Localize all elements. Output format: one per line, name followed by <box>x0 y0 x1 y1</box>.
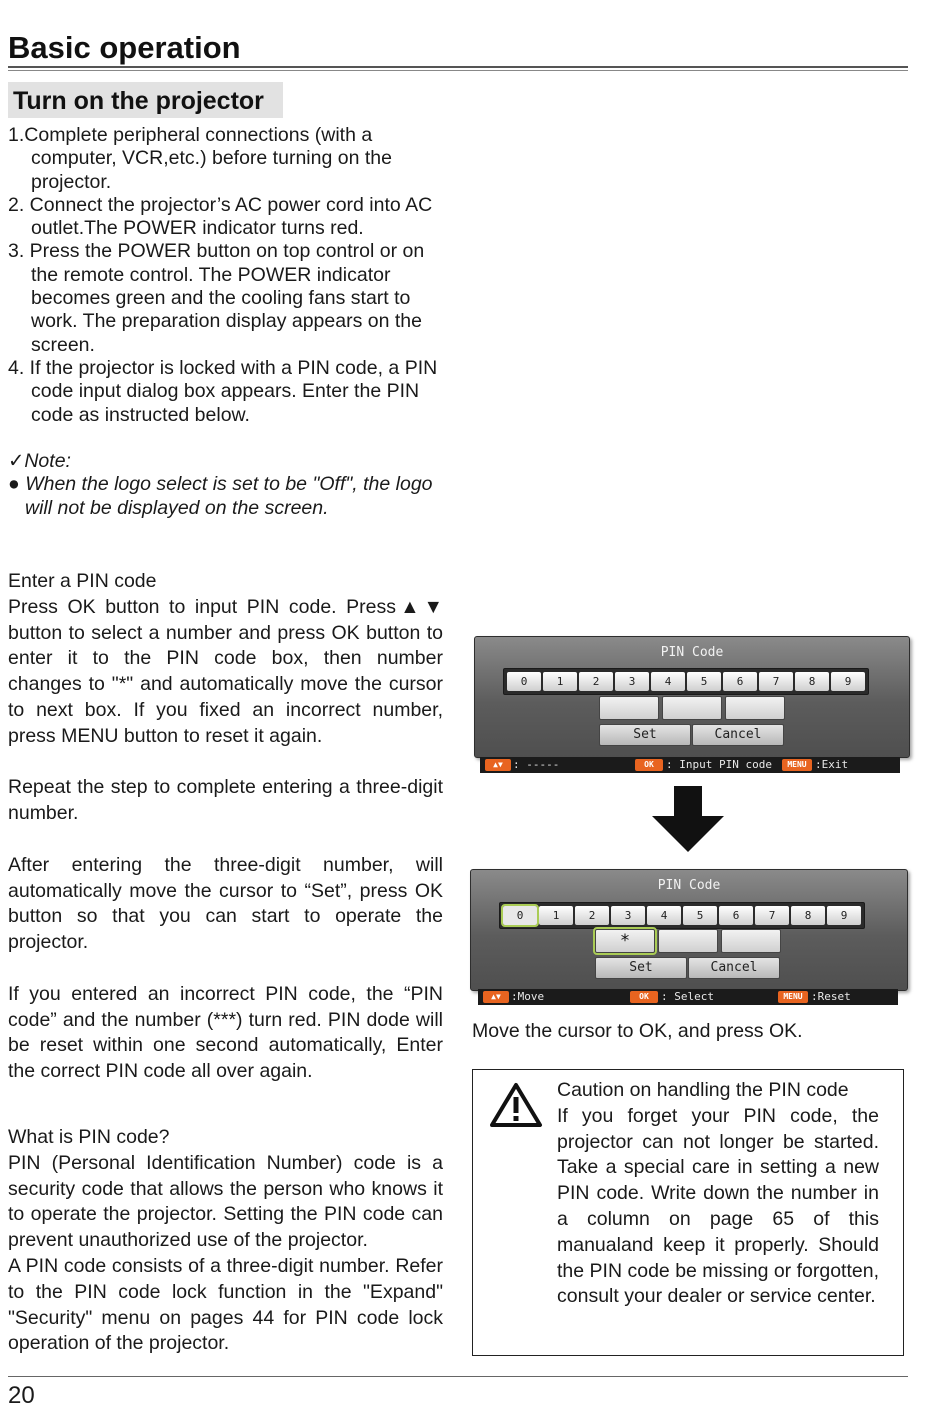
note-text: ● When the logo select is set to be "Off", the logo will not be displayed on the screen. <box>8 473 433 519</box>
digit-5[interactable]: 5 <box>687 672 721 691</box>
arrow-key-icon: ▲▼ <box>485 759 511 771</box>
section-heading-text: Turn on the projector <box>13 87 264 115</box>
step-4: 4. If the projector is locked with a PIN code, a PIN code input dialog box appears. Enter the PIN code as instructed below. <box>8 356 438 426</box>
pin-instructions <box>8 569 443 1085</box>
digit-selector <box>503 668 869 695</box>
digit-8[interactable]: 8 <box>791 906 825 925</box>
spacer <box>8 827 443 853</box>
set-button[interactable]: Set <box>599 724 691 746</box>
dialog-title: PIN Code <box>657 878 721 893</box>
checkmark-icon: ✓ <box>8 450 25 472</box>
digit-3[interactable]: 3 <box>611 906 645 925</box>
status-left: :Move <box>511 990 545 1003</box>
dialog-caption: Move the cursor to OK, and press OK. <box>472 1020 803 1042</box>
pin-box-2[interactable] <box>658 929 718 953</box>
digit-2[interactable]: 2 <box>575 906 609 925</box>
cancel-button[interactable]: Cancel <box>688 957 780 979</box>
pin-paragraph-1: Press OK button to input PIN code. Press▲▼ button to select a number and press OK button to enter it to the PIN code box, then number changes to "*" and automatically move the cursor to next box. If you fixed an incorrect number, press MENU button to reset it again. <box>8 595 443 747</box>
digit-7[interactable]: 7 <box>759 672 793 691</box>
digit-8[interactable]: 8 <box>795 672 829 691</box>
arrow-key-icon: ▲▼ <box>483 991 509 1003</box>
pin-dialog-entering <box>470 869 908 991</box>
note-block <box>8 450 448 520</box>
pin-dialog-initial <box>474 636 910 758</box>
digit-4[interactable]: 4 <box>647 906 681 925</box>
step-1: 1.Complete peripheral connections (with a computer, VCR,etc.) before turning on the projector. <box>8 124 392 193</box>
digit-9[interactable]: 9 <box>831 672 865 691</box>
ok-key-icon: OK <box>635 759 663 771</box>
pin-paragraph-3: After entering the three-digit number, will automatically move the cursor to “Set”, press OK button so that you can start to operate the projector. <box>8 853 443 954</box>
status-right: :Reset <box>811 990 851 1003</box>
pin-box-3[interactable] <box>721 929 781 953</box>
caution-body: If you forget your PIN code, the projector can not longer be started. Take a special care in setting a new PIN code. Write down the number in a column on page 65 of this manualand keep it properly. Should the PIN code be missing or forgotten, consult your dealer or service center. <box>557 1104 879 1308</box>
pin-paragraph-4: If you entered an incorrect PIN code, the “PIN code” and the number (***) turn red. PIN dode will be reset within one second automatically, Enter the correct PIN code all over again. <box>8 982 443 1083</box>
ok-key-icon: OK <box>630 991 658 1003</box>
what-heading: What is PIN code? <box>8 1126 170 1148</box>
pin-box-3[interactable] <box>725 696 785 720</box>
digit-1[interactable]: 1 <box>543 672 577 691</box>
cancel-button[interactable]: Cancel <box>692 724 784 746</box>
digit-6[interactable]: 6 <box>723 672 757 691</box>
footer-rule <box>8 1376 908 1377</box>
status-middle: : Input PIN code <box>666 758 772 771</box>
pin-heading: Enter a PIN code <box>8 570 157 592</box>
digit-1[interactable]: 1 <box>539 906 573 925</box>
pin-box-1[interactable]: * <box>595 929 655 953</box>
digit-0[interactable]: 0 <box>503 906 537 925</box>
digit-4[interactable]: 4 <box>651 672 685 691</box>
what-paragraph-2: A PIN code consists of a three-digit number. Refer to the PIN code lock function in the "Expand" "Security" menu on pages 44 for PIN code lock operation of the projector. <box>8 1254 443 1355</box>
pin-paragraph-2: Repeat the step to complete entering a three-digit number. <box>8 776 443 825</box>
dialog-status-bar <box>478 989 898 1005</box>
set-button[interactable]: Set <box>595 957 687 979</box>
digit-3[interactable]: 3 <box>615 672 649 691</box>
dialog-status-bar <box>480 757 900 773</box>
pin-definition <box>8 1125 443 1357</box>
title-rule-thin <box>8 70 908 71</box>
caution-box <box>472 1069 904 1356</box>
step-3: 3. Press the POWER button on top control or on the remote control. The POWER indicator becomes green and the cooling fans start to work. The preparation display appears on the screen. <box>8 240 425 356</box>
digit-6[interactable]: 6 <box>719 906 753 925</box>
digit-selector <box>499 902 865 929</box>
warning-triangle-icon <box>489 1082 543 1128</box>
digit-0[interactable]: 0 <box>507 672 541 691</box>
steps-list <box>8 124 453 427</box>
menu-key-icon: MENU <box>778 991 808 1003</box>
pin-box-1[interactable] <box>599 696 659 720</box>
digit-7[interactable]: 7 <box>755 906 789 925</box>
digit-2[interactable]: 2 <box>579 672 613 691</box>
what-paragraph-1: PIN (Personal Identification Number) code is a security code that allows the person who knows it to operate the projector. Setting the PIN code can prevent unauthorized use of the projector. <box>8 1151 443 1252</box>
menu-key-icon: MENU <box>782 759 812 771</box>
title-rule <box>8 66 908 68</box>
status-middle: : Select <box>661 990 714 1003</box>
section-heading <box>8 82 283 118</box>
pin-box-2[interactable] <box>662 696 722 720</box>
note-heading <box>8 450 448 473</box>
digit-9[interactable]: 9 <box>827 906 861 925</box>
note-label: Note: <box>24 450 71 472</box>
digit-5[interactable]: 5 <box>683 906 717 925</box>
caution-title: Caution on handling the PIN code <box>557 1079 849 1101</box>
step-2: 2. Connect the projector’s AC power cord into AC outlet.The POWER indicator turns red. <box>8 193 433 240</box>
status-right: :Exit <box>815 758 849 771</box>
spacer <box>8 956 443 982</box>
status-left: : ----- <box>513 758 560 771</box>
dialog-title: PIN Code <box>660 645 724 660</box>
caution-text-block <box>557 1078 879 1310</box>
arrow-down-icon <box>652 786 724 854</box>
page-number: 20 <box>8 1382 35 1409</box>
page-title: Basic operation <box>8 30 241 65</box>
spacer <box>8 750 443 776</box>
